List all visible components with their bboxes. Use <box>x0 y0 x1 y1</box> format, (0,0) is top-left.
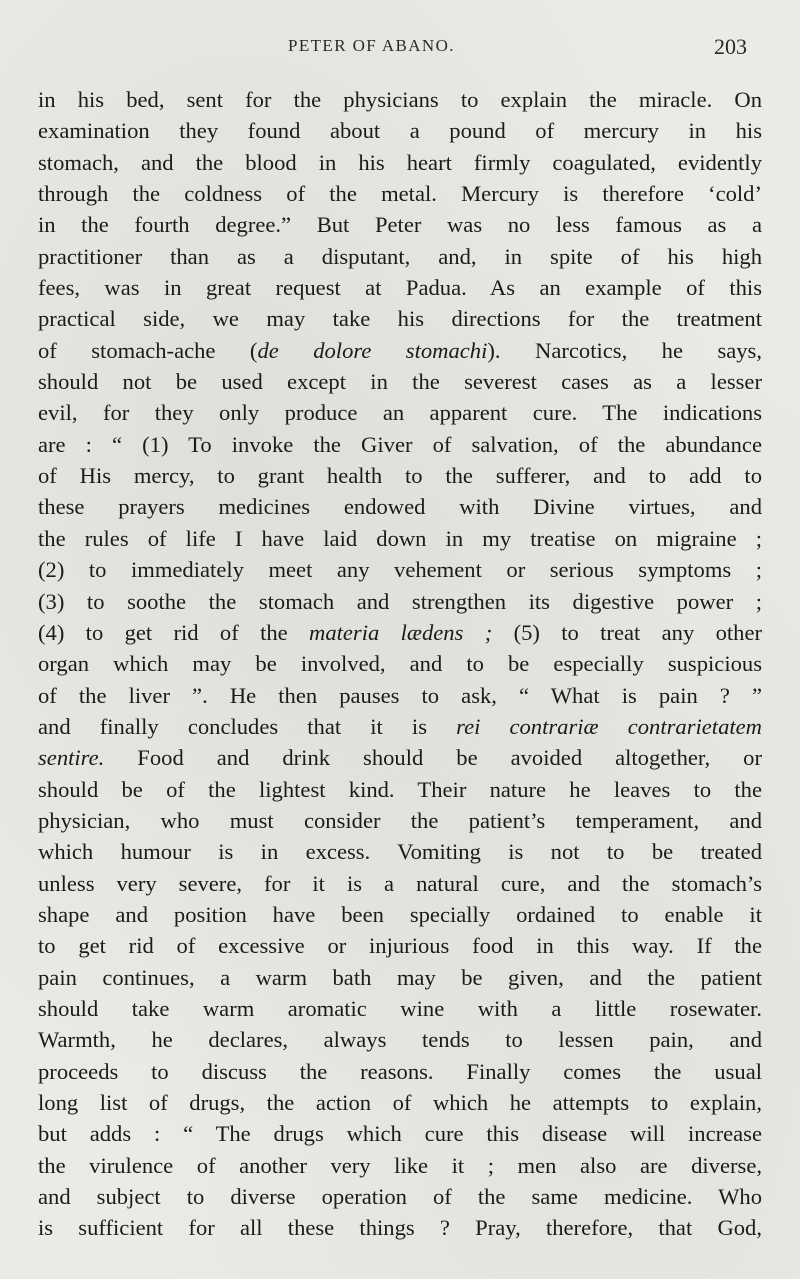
text-line <box>38 868 762 899</box>
text-line <box>38 1118 762 1149</box>
text-run: practical side, we may take his directions for the treatment <box>38 306 762 332</box>
italic-text: sentire. <box>38 745 105 771</box>
text-line <box>38 115 762 146</box>
text-line <box>38 178 762 209</box>
italic-text: de dolore stomachi <box>257 337 488 363</box>
text-run: Warmth, he declares, always tends to lessen pain, and <box>38 1027 762 1053</box>
text-run: through the coldness of the metal. Mercury is therefore ‘cold’ <box>38 181 762 207</box>
text-run: of the liver ”. He then pauses to ask, “ What is pain ? ” <box>38 682 762 708</box>
text-run: physician, who must consider the patient’s temperament, and <box>38 807 762 833</box>
text-run: organ which may be involved, and to be especially suspicious <box>38 651 762 677</box>
text-line <box>38 774 762 805</box>
text-line <box>38 523 762 554</box>
text-run: these prayers medicines endowed with Divine virtues, and <box>38 494 762 520</box>
text-run: and subject to diverse operation of the same medicine. Who <box>38 1184 762 1210</box>
text-line <box>38 397 762 428</box>
text-line <box>38 1056 762 1087</box>
text-run: unless very severe, for it is a natural cure, and the stomach’s <box>38 870 762 896</box>
text-line <box>38 899 762 930</box>
text-line <box>38 617 762 648</box>
text-line <box>38 742 762 773</box>
text-run: in his bed, sent for the physicians to explain the miracle. On <box>38 87 762 112</box>
text-run: should take warm aromatic wine with a little rosewater. <box>38 995 762 1021</box>
text-line <box>38 209 762 240</box>
text-run: ). Narcotics, he says, <box>487 337 762 363</box>
text-line <box>38 993 762 1024</box>
text-run: (2) to immediately meet any vehement or serious symptoms ; <box>38 557 762 583</box>
page-number: 203 <box>714 34 747 59</box>
text-line <box>38 930 762 961</box>
text-line <box>38 84 762 115</box>
text-run: should not be used except in the severest cases as a lesser <box>38 369 762 395</box>
text-run: stomach, and the blood in his heart firmly coagulated, evidently <box>38 149 762 175</box>
body-text <box>38 84 762 1244</box>
text-line <box>38 805 762 836</box>
text-line <box>38 1181 762 1212</box>
text-run: proceeds to discuss the reasons. Finally comes the usual <box>38 1058 762 1084</box>
text-line <box>38 836 762 867</box>
text-run: of His mercy, to grant health to the sufferer, and to add to <box>38 463 762 489</box>
text-line <box>38 680 762 711</box>
text-run: examination they found about a pound of mercury in his <box>38 118 762 144</box>
text-line <box>38 586 762 617</box>
text-run: the virulence of another very like it ; men also are diverse, <box>38 1152 762 1178</box>
text-run: which humour is in excess. Vomiting is not to be treated <box>38 839 762 865</box>
text-line <box>38 962 762 993</box>
text-line <box>38 648 762 679</box>
text-line <box>38 429 762 460</box>
text-run: shape and position have been specially ordained to enable it <box>38 901 762 927</box>
text-run: pain continues, a warm bath may be given, and the patient <box>38 964 762 990</box>
text-run: of stomach-ache ( <box>38 337 258 363</box>
text-run: to get rid of excessive or injurious food in this way. If the <box>38 933 762 959</box>
text-line <box>38 1212 762 1243</box>
text-run: Food and drink should be avoided altogether, or <box>104 745 762 771</box>
text-run: (3) to soothe the stomach and strengthen its digestive power ; <box>38 588 762 614</box>
text-run: are : “ (1) To invoke the Giver of salvation, of the abundance <box>38 431 762 457</box>
text-run: practitioner than as a disputant, and, in spite of his high <box>38 243 762 269</box>
italic-text: materia lædens ; <box>309 619 493 645</box>
text-run: fees, was in great request at Padua. As an example of this <box>38 275 762 301</box>
text-run: (5) to treat any other <box>492 619 762 645</box>
text-line <box>38 711 762 742</box>
text-line <box>38 460 762 491</box>
text-run: is sufficient for all these things ? Pray, therefore, that God, <box>38 1215 762 1241</box>
running-title: PETER OF ABANO. <box>288 36 455 55</box>
text-line <box>38 1087 762 1118</box>
text-line <box>38 491 762 522</box>
text-run: in the fourth degree.” But Peter was no less famous as a <box>38 212 762 238</box>
text-line <box>38 241 762 272</box>
text-run: should be of the lightest kind. Their nature he leaves to the <box>38 776 762 802</box>
text-run: (4) to get rid of the <box>38 619 310 645</box>
text-run: the rules of life I have laid down in my treatise on migraine ; <box>38 525 762 551</box>
text-line <box>38 272 762 303</box>
text-line <box>38 147 762 178</box>
text-line <box>38 1024 762 1055</box>
text-line <box>38 335 762 366</box>
text-line <box>38 1150 762 1181</box>
text-line <box>38 366 762 397</box>
italic-text: rei contrariæ contrarietatem <box>456 713 762 739</box>
page-header <box>0 36 800 66</box>
text-run: but adds : “ The drugs which cure this disease will increase <box>38 1121 762 1147</box>
text-run: evil, for they only produce an apparent cure. The indications <box>38 400 762 426</box>
text-run: long list of drugs, the action of which he attempts to explain, <box>38 1090 762 1115</box>
text-line <box>38 554 762 585</box>
text-run: and finally concludes that it is <box>38 713 457 739</box>
text-line <box>38 303 762 334</box>
